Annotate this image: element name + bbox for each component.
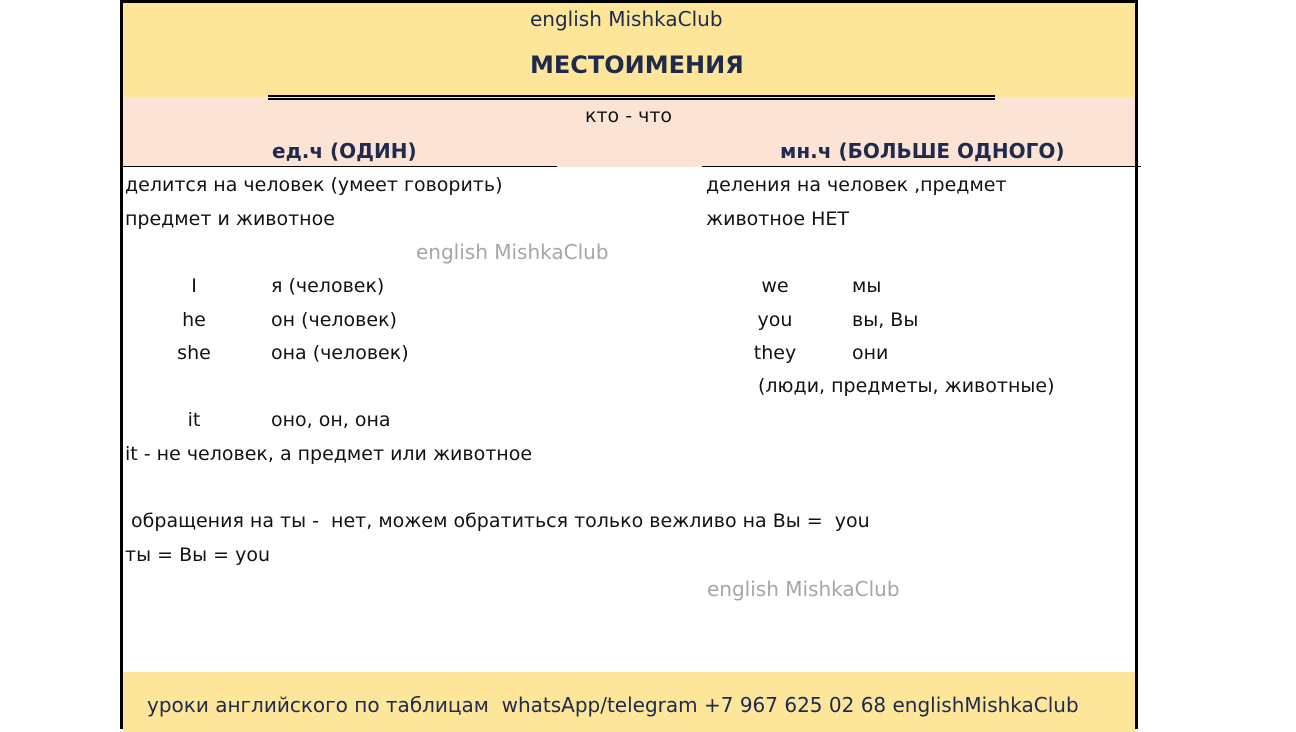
it-note: it - не человек, а предмет или животное [125, 443, 533, 465]
singular-heading: ед.ч (ОДИН) [272, 139, 417, 163]
pronoun-ru: он (человек) [271, 309, 397, 331]
plural-heading-rule [702, 166, 1141, 167]
pronoun-en: he [182, 309, 206, 331]
header-brand: english MishkaClub [530, 7, 723, 31]
pronoun-ru: мы [852, 275, 882, 297]
address-note-line2: ты = Вы = you [125, 544, 271, 566]
singular-heading-rule [123, 166, 557, 167]
pronoun-en: she [177, 342, 211, 364]
singular-desc-line1: делится на человек (умеет говорить) [125, 174, 503, 196]
pronoun-table-sheet [120, 0, 1138, 729]
watermark-middle: english MishkaClub [416, 240, 609, 264]
plural-heading: мн.ч (БОЛЬШЕ ОДНОГО) [780, 139, 1065, 163]
pronoun-ru: они [852, 342, 889, 364]
pronoun-en: we [761, 275, 789, 297]
plural-desc-line2: животное НЕТ [706, 208, 850, 230]
pronoun-ru: я (человек) [271, 275, 385, 297]
pronoun-en: you [757, 309, 793, 331]
page-title: МЕСТОИМЕНИЯ [530, 51, 744, 79]
pronoun-en: they [753, 342, 797, 364]
address-note-line1: обращения на ты - нет, можем обратиться только вежливо на Вы = you [125, 510, 870, 532]
singular-desc-line2: предмет и животное [125, 208, 335, 230]
pronoun-en: it [187, 409, 201, 431]
plural-desc-line1: деления на человек ,предмет [706, 174, 1007, 196]
pronoun-ru: вы, Вы [852, 309, 919, 331]
watermark-lower: english MishkaClub [707, 577, 900, 601]
footer-contact: уроки английского по таблицам whatsApp/telegram +7 967 625 02 68 englishMishkaClub [147, 693, 1079, 717]
pronoun-en: I [191, 275, 197, 297]
they-note: (люди, предметы, животные) [758, 375, 1055, 397]
title-underline [268, 95, 995, 100]
pronoun-ru: оно, он, она [271, 409, 391, 431]
pronoun-ru: она (человек) [271, 342, 409, 364]
subtitle: кто - что [585, 105, 673, 127]
